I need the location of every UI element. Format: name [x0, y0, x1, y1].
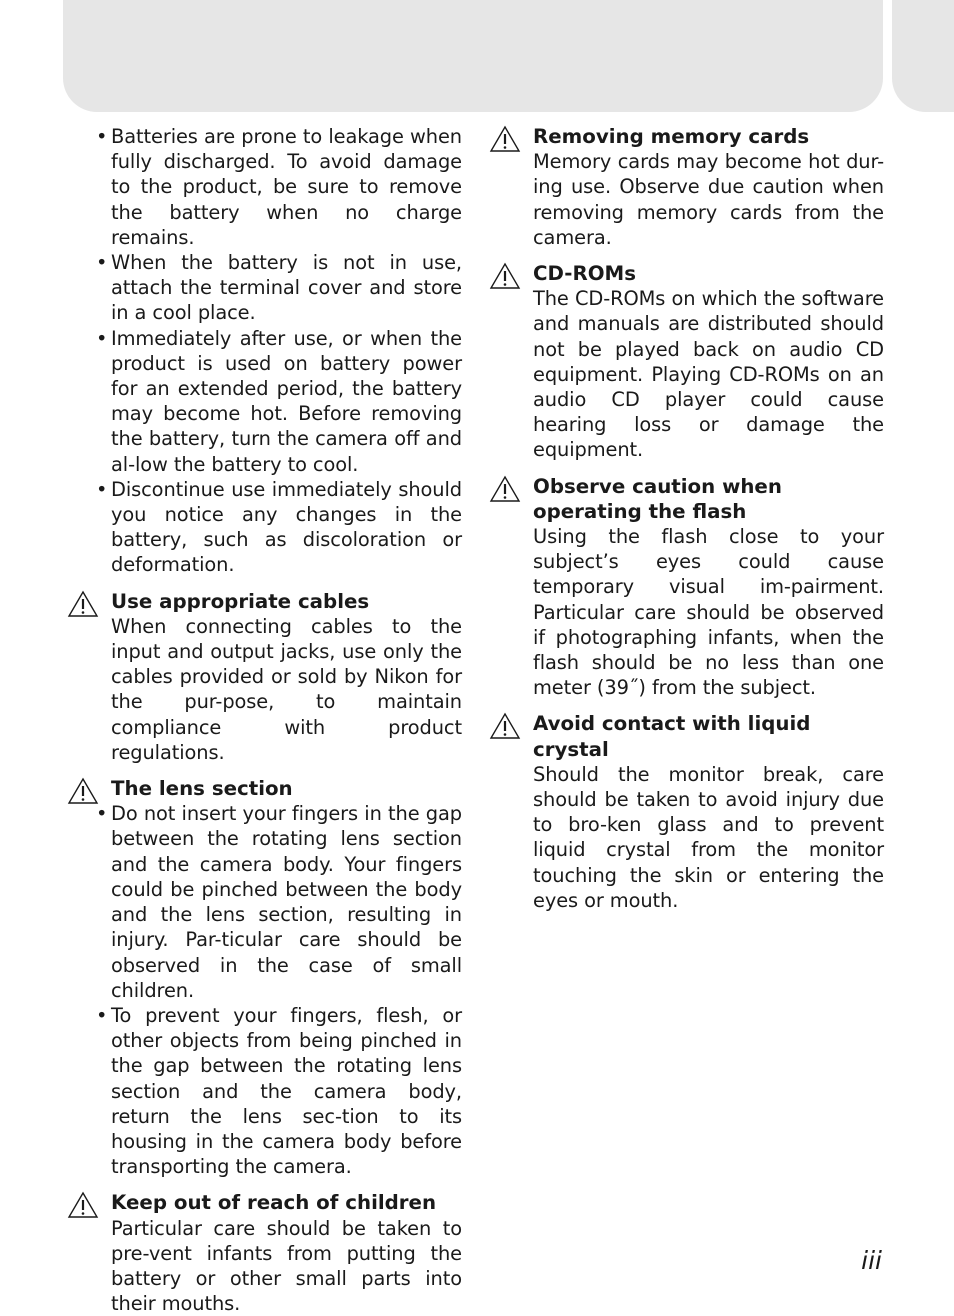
- warning-triangle-icon: [489, 475, 521, 503]
- section-body: When connecting cables to the input and output jacks, use only the cables provided or sold by Nikon for the pur-pose, to maintain compliance with product regulations.: [111, 614, 462, 764]
- bullet-item: • Do not insert your fingers in the gap between the rotating lens section and the camera body. Your fingers could be pinched between the body and the lens section, resulting in injury. Par-ticular care should be observed in the case of small children.: [96, 801, 462, 1003]
- right-column: [488, 124, 884, 913]
- warning-triangle-icon: [489, 125, 521, 153]
- section-title: Observe caution when operating the flash: [533, 474, 782, 523]
- section-title: The lens section: [111, 777, 293, 801]
- section-lens: [66, 776, 462, 1179]
- section-memory-cards: [488, 124, 884, 250]
- section-flash: [488, 474, 884, 701]
- section-title: Keep out of reach of children: [111, 1191, 437, 1215]
- section-body: Should the monitor break, care should be taken to avoid injury due to bro-ken glass and to prevent liquid crystal from the monitor touching the skin or entering the eyes or mouth.: [533, 762, 884, 912]
- section-title: Use appropriate cables: [111, 589, 370, 613]
- section-body: Particular care should be taken to pre-vent infants from putting the battery or other small parts into their mouths.: [111, 1216, 462, 1316]
- lens-bullets: [96, 801, 462, 1179]
- bullet-item: • To prevent your fingers, flesh, or other objects from being pinched in the gap between the rotating lens section and the camera body, return the lens sec-tion to its housing in the camera body before transporting the camera.: [96, 1003, 462, 1179]
- section-liquid-crystal: [488, 711, 884, 913]
- bullet-item: • Immediately after use, or when the product is used on battery power for an extended period, the battery may become hot. Before removing the battery, turn the camera off and al-low the battery to cool.: [96, 326, 462, 477]
- section-title: Avoid contact with liquid crystal: [533, 712, 811, 761]
- section-cables: [66, 589, 462, 765]
- section-title: Removing memory cards: [533, 125, 810, 148]
- page-number: iii: [861, 1246, 882, 1275]
- header-band: [63, 0, 883, 112]
- bullet-item: • When the battery is not in use, attach the terminal cover and store in a cool place.: [96, 250, 462, 326]
- bullet-item: • Batteries are prone to leakage when fully discharged. To avoid damage to the product, be sure to remove the battery when no charge remains.: [96, 124, 462, 250]
- battery-bullets: [96, 124, 462, 578]
- warning-triangle-icon: [489, 712, 521, 740]
- section-children: [66, 1190, 462, 1316]
- section-title: CD-ROMs: [533, 262, 637, 286]
- warning-triangle-icon: [489, 262, 521, 290]
- warning-triangle-icon: [67, 590, 99, 618]
- left-column: [66, 124, 462, 1316]
- warning-triangle-icon: [67, 777, 99, 805]
- header-tab: [892, 0, 954, 112]
- section-body: Memory cards may become hot dur-ing use. Observe due caution when removing memory cards from the camera.: [533, 150, 884, 249]
- section-cd-roms: [488, 261, 884, 463]
- section-body: The CD-ROMs on which the software and manuals are distributed should not be played back on audio CD equipment. Playing CD-ROMs on an audio CD player could cause hearing loss or damage the equipment.: [533, 287, 884, 462]
- section-body: Using the flash close to your subject’s eyes could cause temporary visual im-pairment. Particular care should be observed if photographing infants, when the flash should be no less than one meter (39˝) from the subject.: [533, 525, 884, 700]
- bullet-item: • Discontinue use immediately should you notice any changes in the battery, such as discoloration or deformation.: [96, 477, 462, 578]
- warning-triangle-icon: [67, 1191, 99, 1219]
